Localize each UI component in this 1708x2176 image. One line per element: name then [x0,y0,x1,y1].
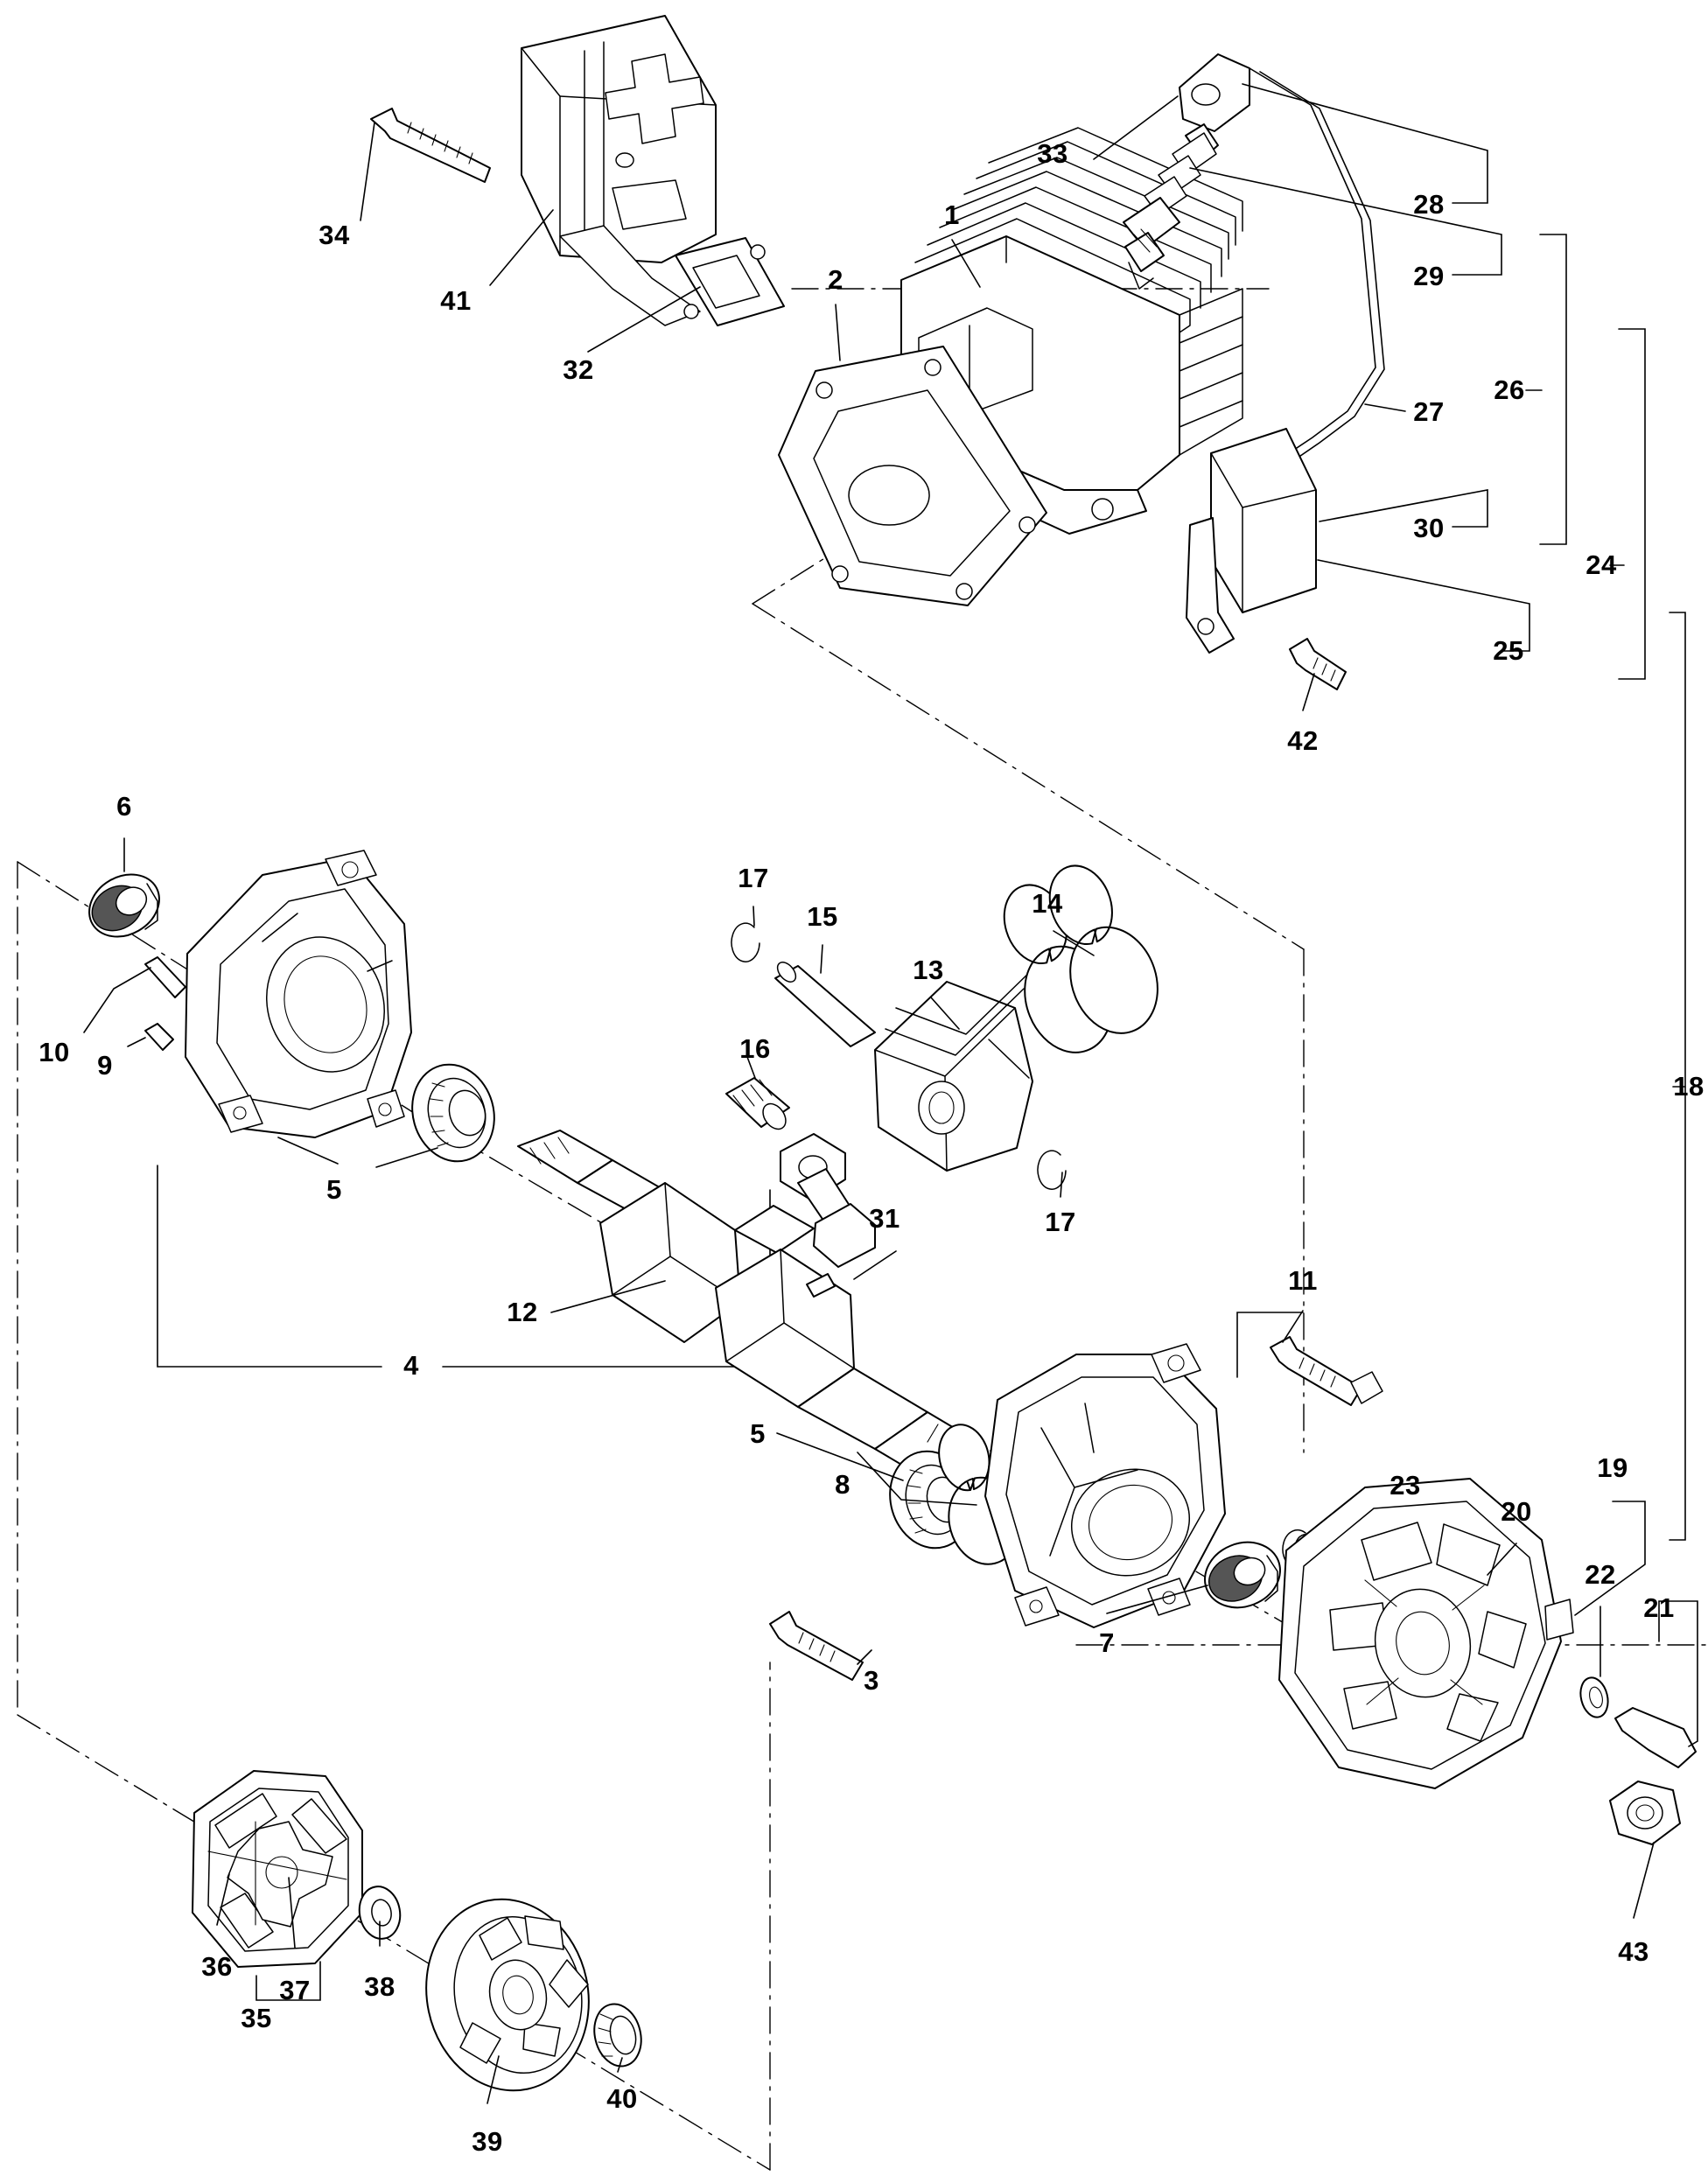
callout-flywheel-group: 19 [1597,1452,1628,1483]
callout-piston: 13 [913,955,944,985]
callout-screw-lower: 3 [864,1665,879,1696]
callout-pin-long: 10 [38,1037,70,1067]
callout-needle-bearing: 16 [739,1033,771,1064]
callout-flywheel: 20 [1501,1496,1532,1527]
callout-spark-plug: 29 [1413,261,1445,291]
callout-circlip-pin-bottom: 17 [1045,1207,1076,1237]
crankshaft-group [518,1130,1029,1571]
callout-pin-short: 9 [97,1050,113,1081]
callout-cylinder-gasket: 2 [828,264,844,295]
callout-ignition-group: 24 [1586,549,1617,580]
callout-washer-clutch: 38 [364,1971,396,2002]
callout-bearing-left: 5 [326,1174,342,1205]
callout-coil-screw: 42 [1287,725,1319,756]
callout-muffler: 41 [440,285,472,316]
callout-crankshaft: 12 [507,1297,538,1327]
callout-ignition-lead: 27 [1413,396,1445,427]
callout-crank-assembly-bracket: 4 [403,1350,419,1381]
muffler-group [360,16,784,352]
callout-needle-bearing-drum: 40 [606,2083,638,2114]
callout-key-and-nut-group: 21 [1643,1592,1675,1623]
callout-clutch-shoe: 36 [201,1951,233,1982]
callout-retaining-clip: 23 [1390,1470,1421,1501]
callout-spark-plug-cap-group: 28 [1413,189,1445,220]
callout-flywheel-nut: 43 [1618,1936,1649,1967]
callout-piston-pin: 15 [807,901,838,932]
callout-muffler-gasket: 32 [563,354,594,385]
callout-clutch-drum-sprocket: 39 [472,2126,503,2157]
callout-ignition-coil: 25 [1493,635,1524,666]
callout-woodruff-key: 31 [869,1203,900,1234]
callout-washer: 22 [1585,1559,1616,1590]
callout-circlip-pin-top: 17 [738,863,769,893]
callout-piston-rings: 14 [1032,888,1063,919]
callout-oil-seal-right: 7 [1099,1627,1115,1658]
flywheel-group [1279,1479,1698,1918]
clutch-group [192,1771,648,2106]
callout-muffler-screw: 34 [318,220,350,250]
callout-cylinder: 1 [944,199,960,230]
callout-ignition-subgroup: 26 [1494,374,1525,405]
callout-coil-body: 30 [1413,513,1445,543]
callout-bearing-right: 5 [750,1418,766,1449]
callout-clutch-spring: 37 [279,1975,311,2005]
callout-engine-assembly: 18 [1673,1071,1704,1102]
callout-oil-seal-left: 6 [116,791,132,822]
callout-clutch-assembly: 35 [241,2003,272,2033]
callout-circlip: 8 [835,1469,850,1500]
ignition-group [1094,54,1685,1540]
callout-screw-upper-right: 11 [1288,1265,1318,1296]
callout-plug-boot: 33 [1037,138,1068,169]
